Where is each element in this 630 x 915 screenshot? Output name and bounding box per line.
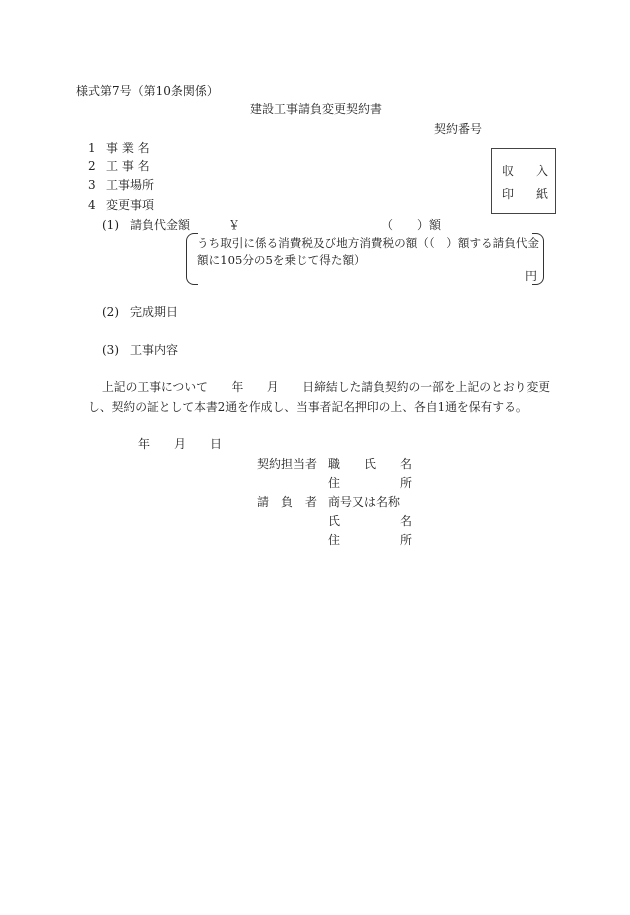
contractor-role: 請 負 者 xyxy=(257,495,318,509)
form-label: 様式第7号（第10条関係） xyxy=(76,84,219,98)
item-number: 2 xyxy=(88,159,96,173)
work-content-label: 工事内容 xyxy=(130,343,179,357)
contractor-name-field: 氏 名 xyxy=(328,514,413,528)
body-paragraph-line1: 上記の工事について 年 月 日締結した請負契約の一部を上記のとおり変更 xyxy=(102,380,551,394)
item-number: 3 xyxy=(88,178,96,192)
item-label-changes: 変更事項 xyxy=(106,198,155,212)
sub-number: (2) xyxy=(102,305,119,319)
owner-name-field: 職 氏 名 xyxy=(328,457,413,471)
item-label-work: 工 事 名 xyxy=(106,159,150,173)
sub-number: (1) xyxy=(102,218,119,232)
contractor-company-field: 商号又は名称 xyxy=(328,495,401,509)
revenue-stamp-box xyxy=(491,148,556,214)
yen-mark: ￥ xyxy=(228,218,241,232)
sub-number: (3) xyxy=(102,343,119,357)
body-paragraph-line2: し、契約の証として本書2通を作成し、当事者記名押印の上、各自1通を保有する。 xyxy=(88,400,528,414)
stamp-char: 紙 xyxy=(536,187,549,201)
stamp-char: 入 xyxy=(536,164,549,178)
amount-paren: （ ）額 xyxy=(381,218,442,232)
item-number: 4 xyxy=(88,198,96,212)
contract-number-label: 契約番号 xyxy=(434,122,483,136)
item-label-project: 事 業 名 xyxy=(106,141,150,155)
tax-text-line2: 額に105分の5を乗じて得た額） xyxy=(197,253,366,267)
item-number: 1 xyxy=(88,141,96,155)
yen-unit: 円 xyxy=(525,269,538,283)
owner-role: 契約担当者 xyxy=(257,457,318,471)
contractor-address-field: 住 所 xyxy=(328,533,413,547)
item-label-location: 工事場所 xyxy=(106,178,155,192)
stamp-char: 収 xyxy=(502,164,515,178)
tax-text-line1: うち取引に係る消費税及び地方消費税の額（（ ）額する請負代金 xyxy=(197,236,540,250)
owner-address-field: 住 所 xyxy=(328,476,413,490)
signing-date: 年 月 日 xyxy=(138,437,223,451)
completion-date-label: 完成期日 xyxy=(130,305,179,319)
contract-amount-label: 請負代金額 xyxy=(130,218,191,232)
document-title: 建設工事請負変更契約書 xyxy=(250,102,383,116)
stamp-char: 印 xyxy=(502,187,515,201)
